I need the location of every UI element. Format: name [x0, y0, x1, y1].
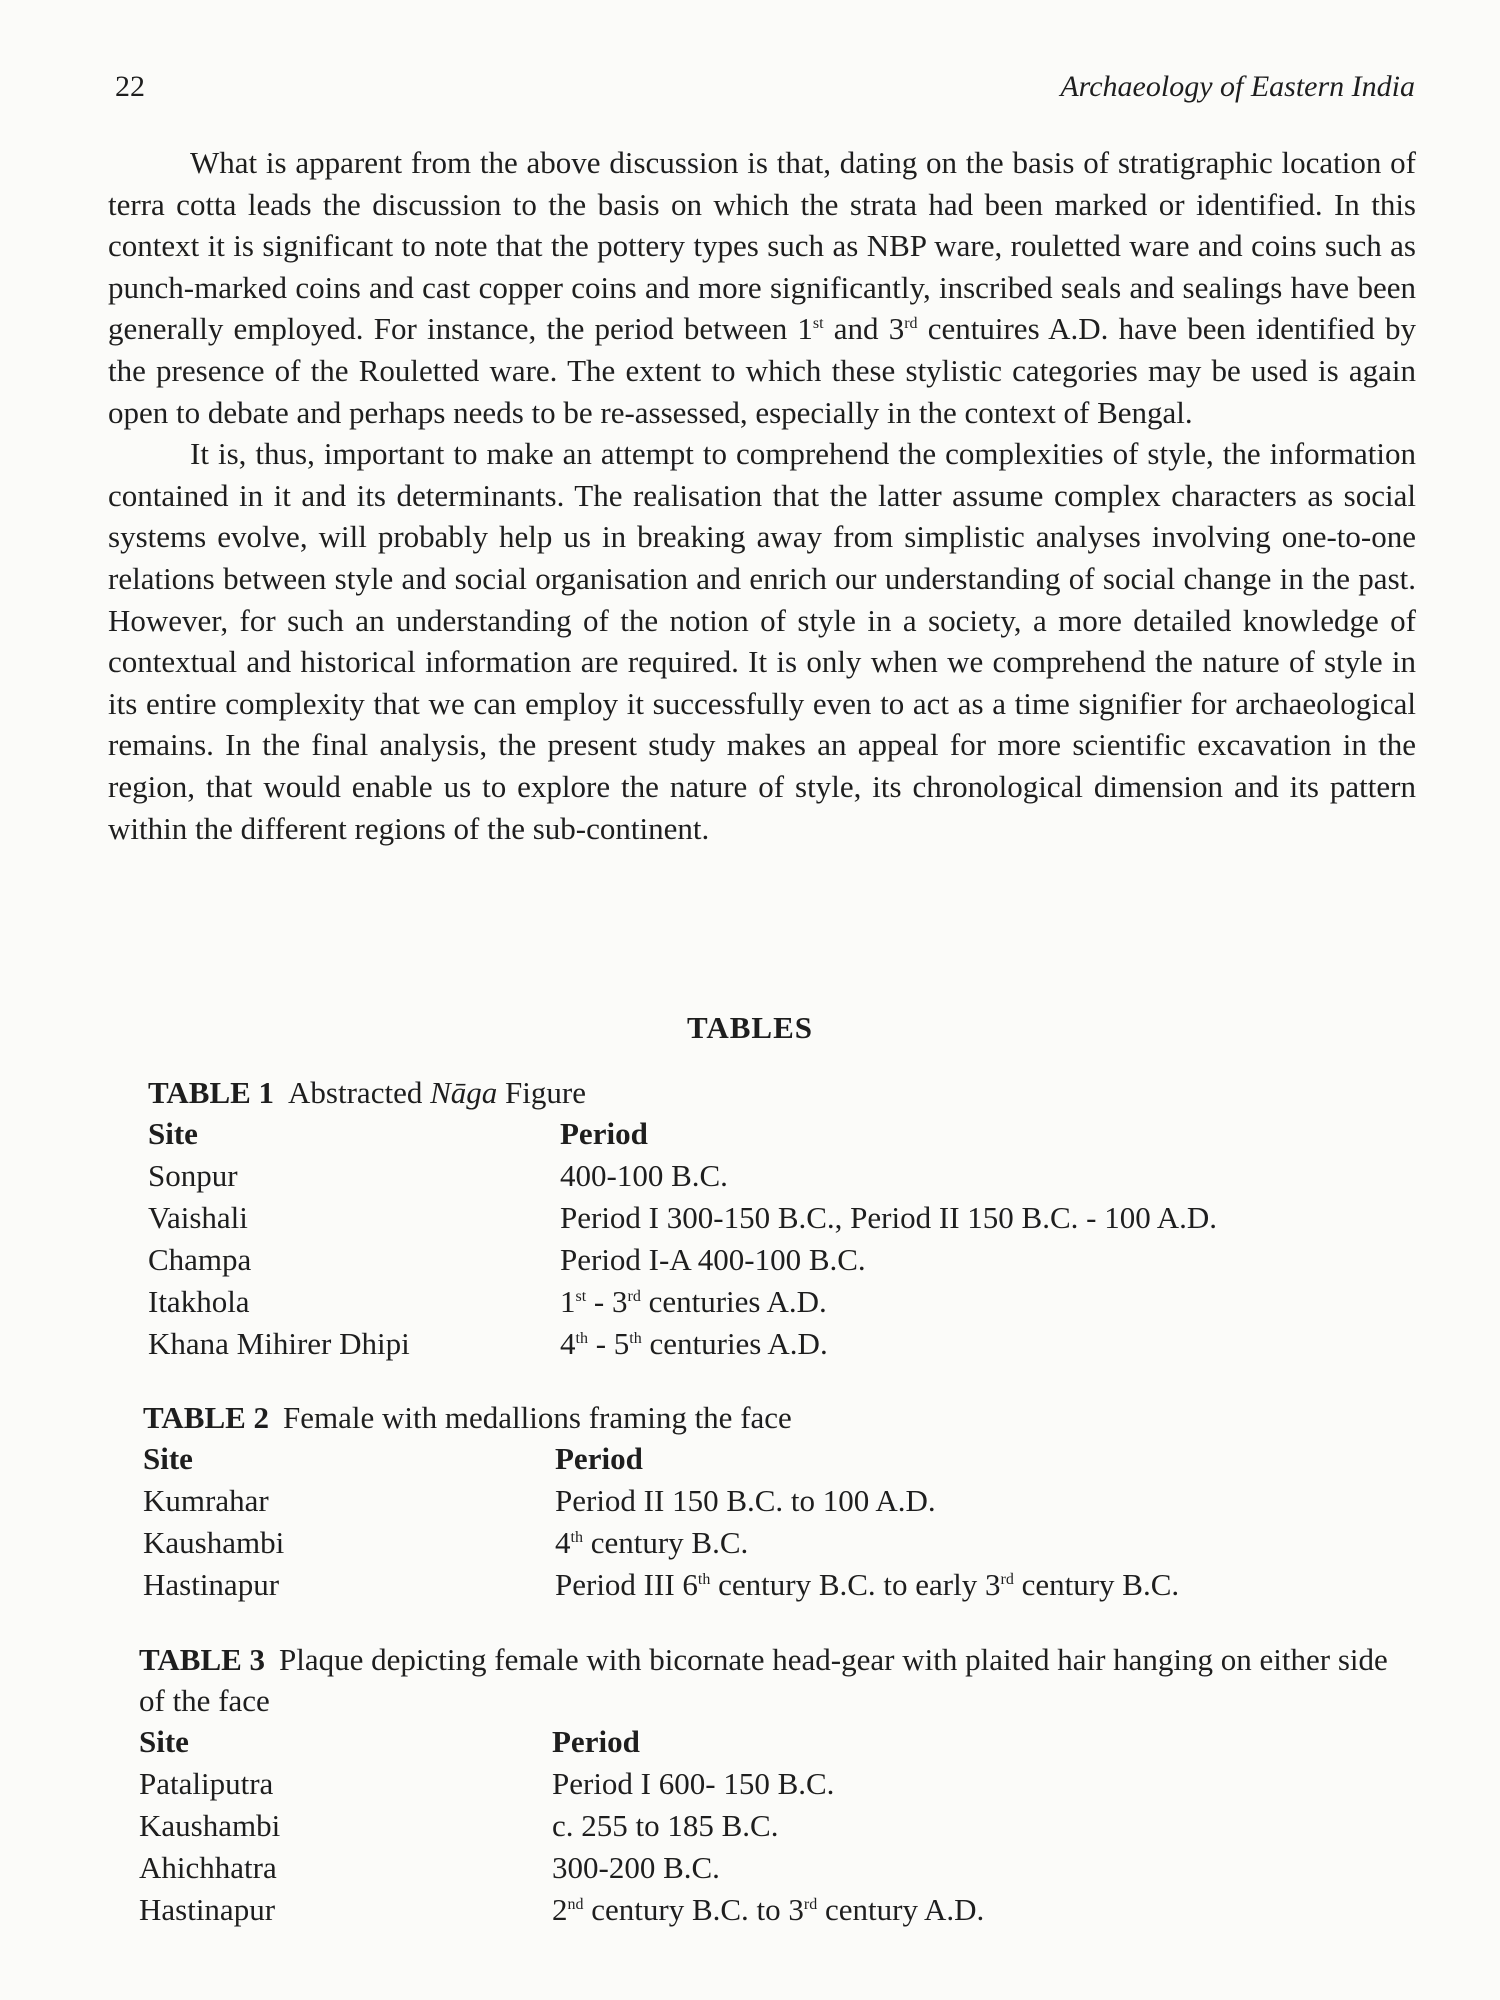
site-column-header: Site [143, 1441, 193, 1476]
table-caption [139, 1639, 1401, 1721]
site-cell: Khana Mihirer Dhipi [148, 1326, 410, 1361]
table-header-row [143, 1438, 1403, 1480]
site-cell: Kaushambi [143, 1525, 285, 1560]
period-cell: 4th - 5th centuries A.D. [560, 1326, 828, 1361]
running-head [115, 70, 1415, 110]
table-row [143, 1564, 1403, 1606]
period-cell: Period II 150 B.C. to 100 A.D. [555, 1483, 936, 1518]
site-cell: Hastinapur [139, 1892, 276, 1927]
book-title: Archaeology of Eastern India [1060, 70, 1415, 103]
period-cell: 300-200 B.C. [552, 1850, 720, 1885]
site-cell: Sonpur [148, 1158, 238, 1193]
table-row [139, 1889, 1401, 1931]
period-cell: Period I 600- 150 B.C. [552, 1766, 835, 1801]
paragraph: It is, thus, important to make an attempt to comprehend the complexities of style, the information contained in it and its determinants. The realisation that the latter assume complex characters as social systems evolve, will probably help us in breaking away from simplistic analyses involving one-to-one relations between style and social organisation and enrich our understanding of social change in the past. However, for such an understanding of the notion of style in a society, a more detailed knowledge of contextual and historical information are required. It is only when we comprehend the nature of style in its entire complexity that we can employ it successfully even to act as a time signifier for archaeological remains. In the final analysis, the present study makes an appeal for more scientific excavation in the region, that would enable us to explore the nature of style, its chronological dimension and its pattern within the different regions of the sub-continent. [108, 436, 1416, 846]
period-cell: Period I 300-150 B.C., Period II 150 B.C. - 100 A.D. [560, 1200, 1218, 1235]
site-cell: Pataliputra [139, 1766, 274, 1801]
table-row [148, 1197, 1408, 1239]
table-row [148, 1323, 1408, 1365]
site-cell: Champa [148, 1242, 252, 1277]
table-label: TABLE 1 [148, 1075, 275, 1110]
table-2 [143, 1397, 1403, 1606]
site-cell: Kumrahar [143, 1483, 269, 1518]
period-column-header: Period [552, 1724, 640, 1759]
table-caption [143, 1397, 1403, 1438]
table-row [148, 1281, 1408, 1323]
period-cell: 2nd century B.C. to 3rd century A.D. [552, 1892, 985, 1927]
table-title: Abstracted Nāga Figure [288, 1075, 586, 1110]
table-row [143, 1522, 1403, 1564]
period-column-header: Period [560, 1116, 648, 1151]
table-header-row [139, 1721, 1401, 1763]
table-label: TABLE 3 [139, 1642, 266, 1677]
table-1 [148, 1072, 1408, 1365]
table-3 [139, 1639, 1401, 1931]
table-header-row [148, 1113, 1408, 1155]
page-number: 22 [115, 70, 145, 103]
period-cell: 400-100 B.C. [560, 1158, 728, 1193]
table-title: Female with medallions framing the face [283, 1400, 792, 1435]
period-cell: c. 255 to 185 B.C. [552, 1808, 779, 1843]
tables-heading: TABLES [686, 1010, 814, 1045]
table-title: Plaque depicting female with bicornate head-gear with plaited hair hanging on either side of the face [139, 1642, 1388, 1718]
paragraph: What is apparent from the above discussion is that, dating on the basis of stratigraphic location of terra cotta leads the discussion to the basis on which the strata had been marked or identified. In this context it is significant to note that the pottery types such as NBP ware, rouletted ware and coins such as punch-marked coins and cast copper coins and more significantly, inscribed seals and sealings have been generally employed. For instance, the period between 1st and 3rd centuires A.D. have been identified by the presence of the Rouletted ware. The extent to which these stylistic categories may be used is again open to debate and perhaps needs to be re-assessed, especially in the context of Bengal. [108, 145, 1416, 430]
table-row [139, 1763, 1401, 1805]
site-cell: Itakhola [148, 1284, 250, 1319]
site-cell: Vaishali [148, 1200, 248, 1235]
table-row [143, 1480, 1403, 1522]
body-text [108, 142, 1416, 849]
site-column-header: Site [139, 1724, 189, 1759]
table-row [139, 1805, 1401, 1847]
site-column-header: Site [148, 1116, 198, 1151]
table-label: TABLE 2 [143, 1400, 270, 1435]
site-cell: Ahichhatra [139, 1850, 277, 1885]
table-row [148, 1155, 1408, 1197]
period-cell: Period III 6th century B.C. to early 3rd century B.C. [555, 1567, 1180, 1602]
table-caption [148, 1072, 1408, 1113]
period-cell: 4th century B.C. [555, 1525, 749, 1560]
site-cell: Kaushambi [139, 1808, 281, 1843]
table-row [148, 1239, 1408, 1281]
period-cell: Period I-A 400-100 B.C. [560, 1242, 866, 1277]
site-cell: Hastinapur [143, 1567, 280, 1602]
period-cell: 1st - 3rd centuries A.D. [560, 1284, 827, 1319]
period-column-header: Period [555, 1441, 643, 1476]
table-row [139, 1847, 1401, 1889]
